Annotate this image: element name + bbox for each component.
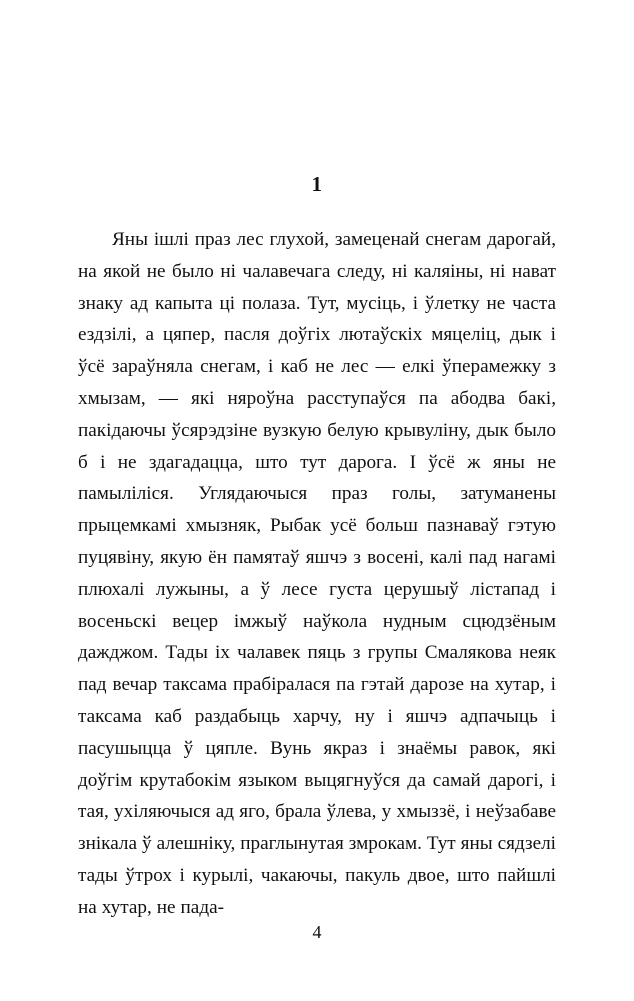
body-paragraph: Яны ішлі праз лес глухой, замеценай снегам дарогай, на якой не было ні чалавечага следу, ні каляіны, ні нават знаку ад капыта ці полаза. Тут, мусіць, і ўлетку не часта ездзілі, а цяпер, пасля доўгіх лютаўскіх мяцеліц, дык і ўсё зараўняла снегам, і каб не лес — елкі ўперамежку з хмызам, — які няроўна расступаўся па абодва бакі, пакідаючы ўсярэдзіне вузкую белую крывуліну, дык было б і не здагадацца, што тут дарога. І ўсё ж яны не памыліліся. Углядаючыся праз голы, затуманены прыцемкамі хмызняк, Рыбак усё больш пазнаваў гэтую пуцявіну, якую ён памятаў яшчэ з восені, калі пад нагамі плюхалі лужыны, а ў лесе густа церушыў лістапад і восеньскі вецер імжыў наўкола нудным сцюдзёным дажджом. Тады іх чалавек пяць з групы Смалякова неяк пад вечар таксама прабіралася па гэтай дарозе на хутар, і таксама каб раздабыць харчу, ну і яшчэ адпачыць і пасушыцца ў цяпле. Вунь якраз і знаёмы равок, які доўгім крутабокім языком выцягнуўся да самай дарогі, і тая, ухіляючыся ад яго, брала ўлева, у хмыззё, і неўзабаве знікала ў алешніку, праглынутая змрокам. Тут яны сядзелі тады ўтрох і курылі, чакаючы, пакуль двое, што пайшлі на хутар, не пада-: [78, 229, 556, 918]
chapter-number: 1: [311, 172, 323, 196]
page-number: 4: [312, 922, 322, 942]
